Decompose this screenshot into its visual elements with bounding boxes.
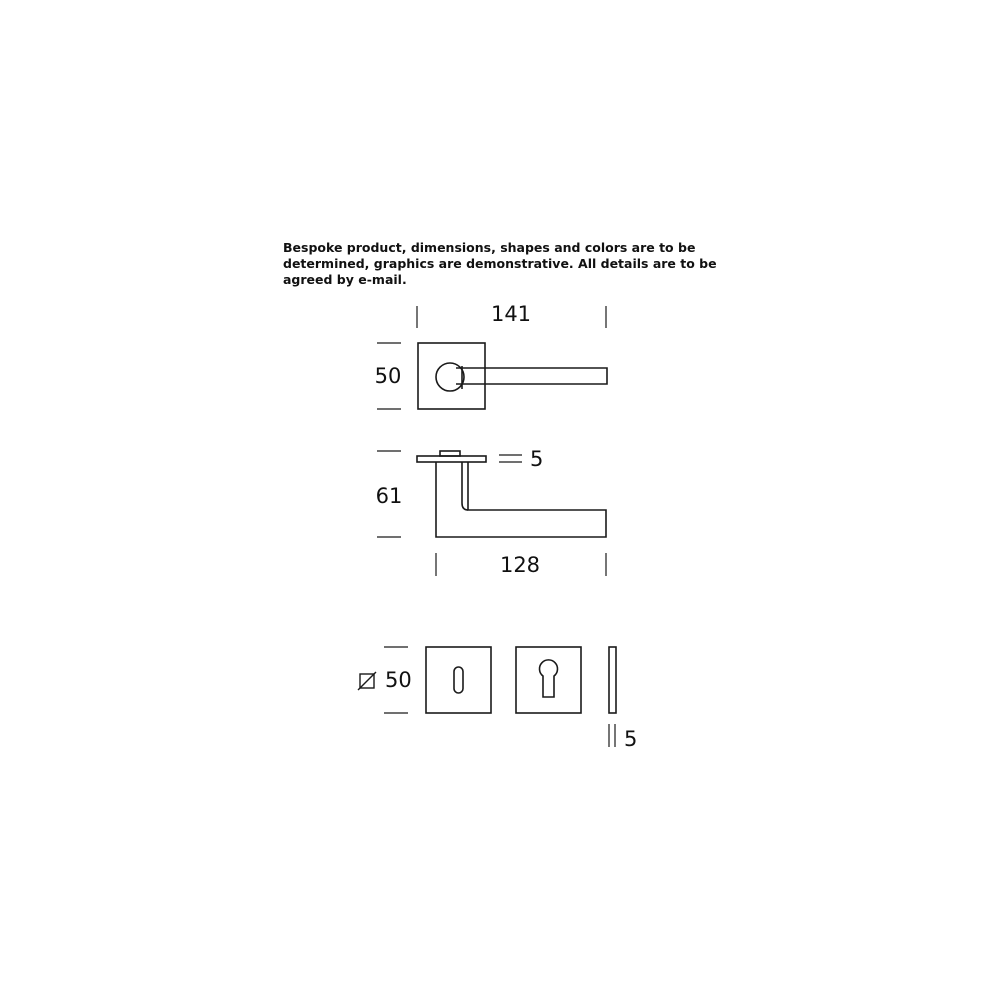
rose-plate-side [417,456,486,462]
dim-50-label: 50 [374,364,402,388]
dim-128-label: 128 [499,553,541,577]
spindle-collar [440,451,460,456]
dim-esc-5-label: 5 [624,727,638,751]
escutcheons [358,647,637,751]
front-view [375,302,607,409]
escutcheon-side-profile [609,647,616,713]
dim-141-label: 141 [490,302,532,326]
key-escutcheon [426,647,491,713]
rose-plate-front [418,343,485,409]
lever-arm-front [456,368,607,384]
square-symbol-icon [358,672,376,690]
dim-5-rose-label: 5 [530,447,544,471]
side-view [376,447,606,577]
keyhole-slot [454,667,463,693]
lever-inner-curve [462,462,468,510]
bespoke-notice: Bespoke product, dimensions, shapes and colors are to be determined, graphics are demonstrative. All details are to be agreed by e-mail. [283,240,717,287]
dim-esc-50-label: 50 [385,668,412,692]
cylinder-escutcheon [516,647,581,713]
euro-cylinder-cutout [540,660,558,697]
dim-61-label: 61 [375,484,403,508]
